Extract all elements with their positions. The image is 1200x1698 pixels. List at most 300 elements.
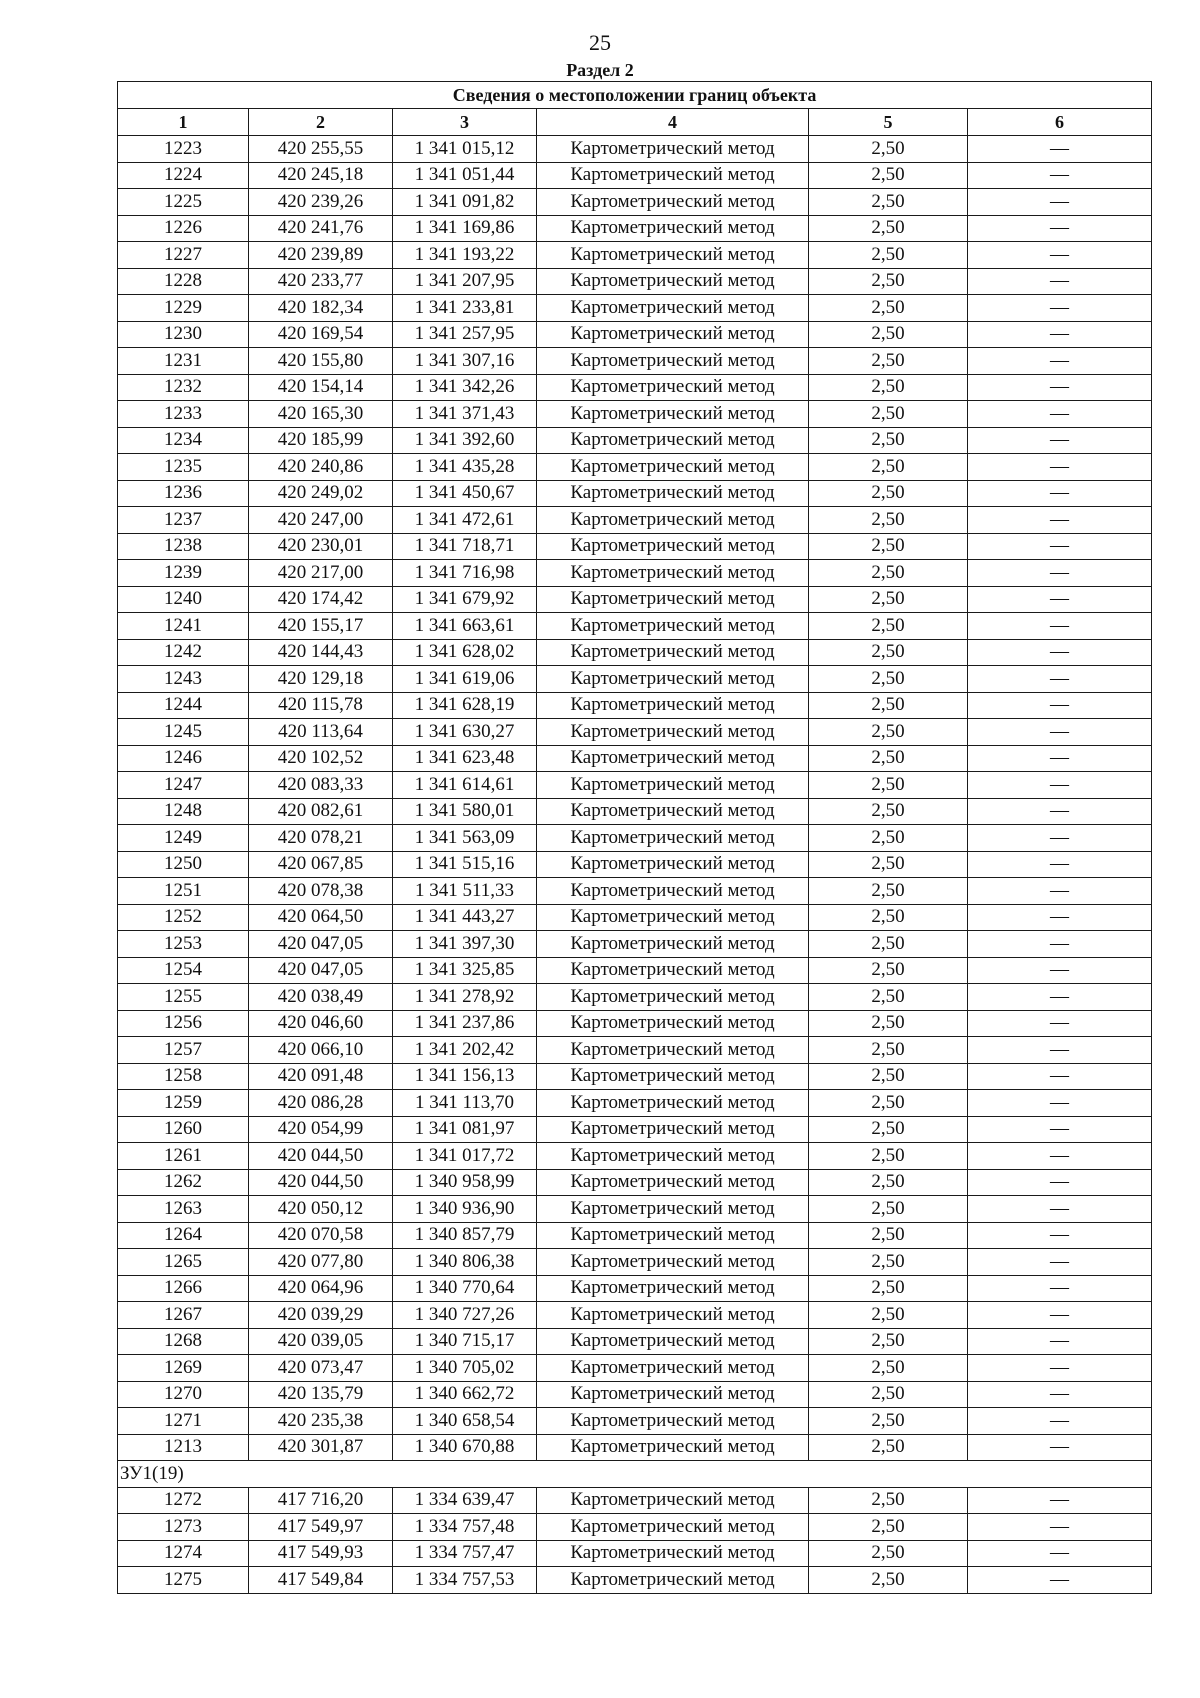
description-cell: — bbox=[968, 560, 1152, 587]
x-coordinate-cell: 420 086,28 bbox=[249, 1090, 393, 1117]
description-cell: — bbox=[968, 1063, 1152, 1090]
method-cell: Картометрический метод bbox=[537, 348, 809, 375]
method-cell: Картометрический метод bbox=[537, 639, 809, 666]
point-number-cell: 1272 bbox=[118, 1487, 249, 1514]
description-cell: — bbox=[968, 215, 1152, 242]
accuracy-cell: 2,50 bbox=[809, 348, 968, 375]
x-coordinate-cell: 417 549,93 bbox=[249, 1540, 393, 1567]
point-number-cell: 1233 bbox=[118, 401, 249, 428]
point-number-cell: 1269 bbox=[118, 1355, 249, 1382]
description-cell: — bbox=[968, 639, 1152, 666]
description-cell: — bbox=[968, 1381, 1152, 1408]
table-row bbox=[118, 1143, 1152, 1170]
x-coordinate-cell: 420 091,48 bbox=[249, 1063, 393, 1090]
accuracy-cell: 2,50 bbox=[809, 427, 968, 454]
description-cell: — bbox=[968, 321, 1152, 348]
x-coordinate-cell: 420 155,17 bbox=[249, 613, 393, 640]
x-coordinate-cell: 420 038,49 bbox=[249, 984, 393, 1011]
description-cell: — bbox=[968, 931, 1152, 958]
column-header: 1 bbox=[118, 109, 249, 136]
column-header: 4 bbox=[537, 109, 809, 136]
description-cell: — bbox=[968, 348, 1152, 375]
accuracy-cell: 2,50 bbox=[809, 1567, 968, 1594]
y-coordinate-cell: 1 341 450,67 bbox=[393, 480, 537, 507]
table-row bbox=[118, 984, 1152, 1011]
accuracy-cell: 2,50 bbox=[809, 533, 968, 560]
y-coordinate-cell: 1 341 342,26 bbox=[393, 374, 537, 401]
point-number-cell: 1253 bbox=[118, 931, 249, 958]
accuracy-cell: 2,50 bbox=[809, 560, 968, 587]
x-coordinate-cell: 420 067,85 bbox=[249, 851, 393, 878]
table-row bbox=[118, 931, 1152, 958]
point-number-cell: 1223 bbox=[118, 136, 249, 163]
point-number-cell: 1244 bbox=[118, 692, 249, 719]
method-cell: Картометрический метод bbox=[537, 666, 809, 693]
y-coordinate-cell: 1 341 202,42 bbox=[393, 1037, 537, 1064]
accuracy-cell: 2,50 bbox=[809, 1037, 968, 1064]
table-row bbox=[118, 136, 1152, 163]
description-cell: — bbox=[968, 586, 1152, 613]
method-cell: Картометрический метод bbox=[537, 454, 809, 481]
x-coordinate-cell: 420 078,38 bbox=[249, 878, 393, 905]
accuracy-cell: 2,50 bbox=[809, 904, 968, 931]
y-coordinate-cell: 1 341 623,48 bbox=[393, 745, 537, 772]
method-cell: Картометрический метод bbox=[537, 1222, 809, 1249]
x-coordinate-cell: 420 039,05 bbox=[249, 1328, 393, 1355]
x-coordinate-cell: 420 064,50 bbox=[249, 904, 393, 931]
x-coordinate-cell: 420 113,64 bbox=[249, 719, 393, 746]
x-coordinate-cell: 420 047,05 bbox=[249, 957, 393, 984]
y-coordinate-cell: 1 341 716,98 bbox=[393, 560, 537, 587]
description-cell: — bbox=[968, 268, 1152, 295]
x-coordinate-cell: 420 301,87 bbox=[249, 1434, 393, 1461]
point-number-cell: 1231 bbox=[118, 348, 249, 375]
description-cell: — bbox=[968, 984, 1152, 1011]
method-cell: Картометрический метод bbox=[537, 798, 809, 825]
point-number-cell: 1229 bbox=[118, 295, 249, 322]
x-coordinate-cell: 420 174,42 bbox=[249, 586, 393, 613]
description-cell: — bbox=[968, 825, 1152, 852]
y-coordinate-cell: 1 334 757,48 bbox=[393, 1514, 537, 1541]
point-number-cell: 1247 bbox=[118, 772, 249, 799]
accuracy-cell: 2,50 bbox=[809, 692, 968, 719]
x-coordinate-cell: 420 082,61 bbox=[249, 798, 393, 825]
accuracy-cell: 2,50 bbox=[809, 772, 968, 799]
method-cell: Картометрический метод bbox=[537, 1116, 809, 1143]
accuracy-cell: 2,50 bbox=[809, 1487, 968, 1514]
x-coordinate-cell: 420 050,12 bbox=[249, 1196, 393, 1223]
x-coordinate-cell: 420 135,79 bbox=[249, 1381, 393, 1408]
x-coordinate-cell: 420 054,99 bbox=[249, 1116, 393, 1143]
accuracy-cell: 2,50 bbox=[809, 719, 968, 746]
method-cell: Картометрический метод bbox=[537, 1063, 809, 1090]
table-row bbox=[118, 1540, 1152, 1567]
point-number-cell: 1240 bbox=[118, 586, 249, 613]
method-cell: Картометрический метод bbox=[537, 586, 809, 613]
accuracy-cell: 2,50 bbox=[809, 401, 968, 428]
x-coordinate-cell: 420 077,80 bbox=[249, 1249, 393, 1276]
method-cell: Картометрический метод bbox=[537, 136, 809, 163]
method-cell: Картометрический метод bbox=[537, 904, 809, 931]
accuracy-cell: 2,50 bbox=[809, 242, 968, 269]
description-cell: — bbox=[968, 1355, 1152, 1382]
description-cell: — bbox=[968, 692, 1152, 719]
y-coordinate-cell: 1 340 806,38 bbox=[393, 1249, 537, 1276]
table-row bbox=[118, 1487, 1152, 1514]
y-coordinate-cell: 1 341 630,27 bbox=[393, 719, 537, 746]
method-cell: Картометрический метод bbox=[537, 427, 809, 454]
accuracy-cell: 2,50 bbox=[809, 1010, 968, 1037]
table-row bbox=[118, 1302, 1152, 1329]
y-coordinate-cell: 1 340 715,17 bbox=[393, 1328, 537, 1355]
method-cell: Картометрический метод bbox=[537, 1381, 809, 1408]
table-row bbox=[118, 1408, 1152, 1435]
description-cell: — bbox=[968, 772, 1152, 799]
method-cell: Картометрический метод bbox=[537, 1275, 809, 1302]
y-coordinate-cell: 1 341 113,70 bbox=[393, 1090, 537, 1117]
table-row bbox=[118, 1381, 1152, 1408]
x-coordinate-cell: 420 182,34 bbox=[249, 295, 393, 322]
accuracy-cell: 2,50 bbox=[809, 1196, 968, 1223]
description-cell: — bbox=[968, 1037, 1152, 1064]
description-cell: — bbox=[968, 533, 1152, 560]
x-coordinate-cell: 420 165,30 bbox=[249, 401, 393, 428]
point-number-cell: 1266 bbox=[118, 1275, 249, 1302]
accuracy-cell: 2,50 bbox=[809, 798, 968, 825]
method-cell: Картометрический метод bbox=[537, 268, 809, 295]
table-row bbox=[118, 878, 1152, 905]
table-row bbox=[118, 666, 1152, 693]
description-cell: — bbox=[968, 1222, 1152, 1249]
table-row bbox=[118, 692, 1152, 719]
point-number-cell: 1241 bbox=[118, 613, 249, 640]
method-cell: Картометрический метод bbox=[537, 772, 809, 799]
y-coordinate-cell: 1 340 662,72 bbox=[393, 1381, 537, 1408]
method-cell: Картометрический метод bbox=[537, 1143, 809, 1170]
table-caption: Сведения о местоположении границ объекта bbox=[118, 82, 1152, 109]
point-number-cell: 1225 bbox=[118, 189, 249, 216]
x-coordinate-cell: 420 255,55 bbox=[249, 136, 393, 163]
x-coordinate-cell: 420 129,18 bbox=[249, 666, 393, 693]
table-row bbox=[118, 1090, 1152, 1117]
table-row bbox=[118, 1328, 1152, 1355]
point-number-cell: 1250 bbox=[118, 851, 249, 878]
boundary-coordinates-table bbox=[117, 81, 1152, 1594]
x-coordinate-cell: 420 078,21 bbox=[249, 825, 393, 852]
y-coordinate-cell: 1 341 307,16 bbox=[393, 348, 537, 375]
accuracy-cell: 2,50 bbox=[809, 586, 968, 613]
point-number-cell: 1270 bbox=[118, 1381, 249, 1408]
accuracy-cell: 2,50 bbox=[809, 931, 968, 958]
table-row bbox=[118, 560, 1152, 587]
method-cell: Картометрический метод bbox=[537, 401, 809, 428]
point-number-cell: 1258 bbox=[118, 1063, 249, 1090]
x-coordinate-cell: 420 240,86 bbox=[249, 454, 393, 481]
method-cell: Картометрический метод bbox=[537, 745, 809, 772]
description-cell: — bbox=[968, 1010, 1152, 1037]
y-coordinate-cell: 1 341 081,97 bbox=[393, 1116, 537, 1143]
accuracy-cell: 2,50 bbox=[809, 1381, 968, 1408]
description-cell: — bbox=[968, 798, 1152, 825]
accuracy-cell: 2,50 bbox=[809, 1063, 968, 1090]
table-row bbox=[118, 1037, 1152, 1064]
description-cell: — bbox=[968, 480, 1152, 507]
section-title: Раздел 2 bbox=[566, 60, 634, 80]
point-number-cell: 1273 bbox=[118, 1514, 249, 1541]
method-cell: Картометрический метод bbox=[537, 189, 809, 216]
table-row bbox=[118, 798, 1152, 825]
column-header: 5 bbox=[809, 109, 968, 136]
description-cell: — bbox=[968, 295, 1152, 322]
y-coordinate-cell: 1 341 237,86 bbox=[393, 1010, 537, 1037]
point-number-cell: 1260 bbox=[118, 1116, 249, 1143]
x-coordinate-cell: 420 185,99 bbox=[249, 427, 393, 454]
y-coordinate-cell: 1 341 257,95 bbox=[393, 321, 537, 348]
table-row bbox=[118, 957, 1152, 984]
point-number-cell: 1248 bbox=[118, 798, 249, 825]
table-row bbox=[118, 1116, 1152, 1143]
description-cell: — bbox=[968, 1302, 1152, 1329]
x-coordinate-cell: 420 039,29 bbox=[249, 1302, 393, 1329]
x-coordinate-cell: 420 070,58 bbox=[249, 1222, 393, 1249]
table-row bbox=[118, 1249, 1152, 1276]
y-coordinate-cell: 1 341 278,92 bbox=[393, 984, 537, 1011]
description-cell: — bbox=[968, 1169, 1152, 1196]
accuracy-cell: 2,50 bbox=[809, 1222, 968, 1249]
table-row bbox=[118, 454, 1152, 481]
page-number: 25 bbox=[589, 30, 611, 55]
table-row bbox=[118, 189, 1152, 216]
x-coordinate-cell: 420 239,89 bbox=[249, 242, 393, 269]
y-coordinate-cell: 1 341 628,02 bbox=[393, 639, 537, 666]
point-number-cell: 1245 bbox=[118, 719, 249, 746]
y-coordinate-cell: 1 341 580,01 bbox=[393, 798, 537, 825]
description-cell: — bbox=[968, 957, 1152, 984]
table-row bbox=[118, 825, 1152, 852]
x-coordinate-cell: 420 066,10 bbox=[249, 1037, 393, 1064]
point-number-cell: 1261 bbox=[118, 1143, 249, 1170]
description-cell: — bbox=[968, 162, 1152, 189]
accuracy-cell: 2,50 bbox=[809, 480, 968, 507]
x-coordinate-cell: 420 217,00 bbox=[249, 560, 393, 587]
y-coordinate-cell: 1 341 435,28 bbox=[393, 454, 537, 481]
point-number-cell: 1268 bbox=[118, 1328, 249, 1355]
table-row bbox=[118, 639, 1152, 666]
x-coordinate-cell: 420 083,33 bbox=[249, 772, 393, 799]
table-row bbox=[118, 772, 1152, 799]
method-cell: Картометрический метод bbox=[537, 1567, 809, 1594]
point-number-cell: 1243 bbox=[118, 666, 249, 693]
x-coordinate-cell: 420 046,60 bbox=[249, 1010, 393, 1037]
x-coordinate-cell: 420 047,05 bbox=[249, 931, 393, 958]
accuracy-cell: 2,50 bbox=[809, 374, 968, 401]
table-row bbox=[118, 745, 1152, 772]
table-row bbox=[118, 215, 1152, 242]
table-row bbox=[118, 851, 1152, 878]
accuracy-cell: 2,50 bbox=[809, 1143, 968, 1170]
method-cell: Картометрический метод bbox=[537, 692, 809, 719]
method-cell: Картометрический метод bbox=[537, 1355, 809, 1382]
method-cell: Картометрический метод bbox=[537, 1010, 809, 1037]
y-coordinate-cell: 1 341 169,86 bbox=[393, 215, 537, 242]
x-coordinate-cell: 420 064,96 bbox=[249, 1275, 393, 1302]
column-header: 3 bbox=[393, 109, 537, 136]
accuracy-cell: 2,50 bbox=[809, 1434, 968, 1461]
y-coordinate-cell: 1 340 727,26 bbox=[393, 1302, 537, 1329]
description-cell: — bbox=[968, 745, 1152, 772]
y-coordinate-cell: 1 341 193,22 bbox=[393, 242, 537, 269]
x-coordinate-cell: 420 155,80 bbox=[249, 348, 393, 375]
method-cell: Картометрический метод bbox=[537, 1196, 809, 1223]
method-cell: Картометрический метод bbox=[537, 321, 809, 348]
point-number-cell: 1271 bbox=[118, 1408, 249, 1435]
table-row bbox=[118, 1196, 1152, 1223]
y-coordinate-cell: 1 341 511,33 bbox=[393, 878, 537, 905]
method-cell: Картометрический метод bbox=[537, 507, 809, 534]
table-row bbox=[118, 295, 1152, 322]
x-coordinate-cell: 420 144,43 bbox=[249, 639, 393, 666]
point-number-cell: 1234 bbox=[118, 427, 249, 454]
y-coordinate-cell: 1 341 371,43 bbox=[393, 401, 537, 428]
y-coordinate-cell: 1 341 614,61 bbox=[393, 772, 537, 799]
accuracy-cell: 2,50 bbox=[809, 136, 968, 163]
accuracy-cell: 2,50 bbox=[809, 1275, 968, 1302]
accuracy-cell: 2,50 bbox=[809, 454, 968, 481]
y-coordinate-cell: 1 341 619,06 bbox=[393, 666, 537, 693]
accuracy-cell: 2,50 bbox=[809, 1090, 968, 1117]
point-number-cell: 1238 bbox=[118, 533, 249, 560]
x-coordinate-cell: 420 154,14 bbox=[249, 374, 393, 401]
x-coordinate-cell: 420 233,77 bbox=[249, 268, 393, 295]
accuracy-cell: 2,50 bbox=[809, 1116, 968, 1143]
x-coordinate-cell: 420 115,78 bbox=[249, 692, 393, 719]
description-cell: — bbox=[968, 1275, 1152, 1302]
table-caption-row bbox=[118, 82, 1152, 109]
table-row bbox=[118, 1355, 1152, 1382]
point-number-cell: 1256 bbox=[118, 1010, 249, 1037]
method-cell: Картометрический метод bbox=[537, 957, 809, 984]
method-cell: Картометрический метод bbox=[537, 613, 809, 640]
point-number-cell: 1249 bbox=[118, 825, 249, 852]
y-coordinate-cell: 1 340 958,99 bbox=[393, 1169, 537, 1196]
point-number-cell: 1236 bbox=[118, 480, 249, 507]
accuracy-cell: 2,50 bbox=[809, 745, 968, 772]
accuracy-cell: 2,50 bbox=[809, 1540, 968, 1567]
point-number-cell: 1267 bbox=[118, 1302, 249, 1329]
y-coordinate-cell: 1 340 770,64 bbox=[393, 1275, 537, 1302]
description-cell: — bbox=[968, 904, 1152, 931]
accuracy-cell: 2,50 bbox=[809, 1249, 968, 1276]
y-coordinate-cell: 1 334 757,53 bbox=[393, 1567, 537, 1594]
y-coordinate-cell: 1 340 705,02 bbox=[393, 1355, 537, 1382]
table-row bbox=[118, 1514, 1152, 1541]
accuracy-cell: 2,50 bbox=[809, 613, 968, 640]
table-row bbox=[118, 904, 1152, 931]
accuracy-cell: 2,50 bbox=[809, 295, 968, 322]
point-number-cell: 1257 bbox=[118, 1037, 249, 1064]
description-cell: — bbox=[968, 427, 1152, 454]
y-coordinate-cell: 1 341 718,71 bbox=[393, 533, 537, 560]
y-coordinate-cell: 1 334 757,47 bbox=[393, 1540, 537, 1567]
point-number-cell: 1262 bbox=[118, 1169, 249, 1196]
description-cell: — bbox=[968, 1143, 1152, 1170]
y-coordinate-cell: 1 341 015,12 bbox=[393, 136, 537, 163]
x-coordinate-cell: 420 044,50 bbox=[249, 1169, 393, 1196]
table-row bbox=[118, 533, 1152, 560]
accuracy-cell: 2,50 bbox=[809, 851, 968, 878]
y-coordinate-cell: 1 341 051,44 bbox=[393, 162, 537, 189]
y-coordinate-cell: 1 341 515,16 bbox=[393, 851, 537, 878]
accuracy-cell: 2,50 bbox=[809, 507, 968, 534]
description-cell: — bbox=[968, 1090, 1152, 1117]
table-row bbox=[118, 427, 1152, 454]
method-cell: Картометрический метод bbox=[537, 215, 809, 242]
x-coordinate-cell: 420 241,76 bbox=[249, 215, 393, 242]
table-row bbox=[118, 321, 1152, 348]
table-row bbox=[118, 1434, 1152, 1461]
method-cell: Картометрический метод bbox=[537, 719, 809, 746]
y-coordinate-cell: 1 341 156,13 bbox=[393, 1063, 537, 1090]
accuracy-cell: 2,50 bbox=[809, 321, 968, 348]
accuracy-cell: 2,50 bbox=[809, 1302, 968, 1329]
description-cell: — bbox=[968, 374, 1152, 401]
x-coordinate-cell: 420 235,38 bbox=[249, 1408, 393, 1435]
point-number-cell: 1252 bbox=[118, 904, 249, 931]
point-number-cell: 1254 bbox=[118, 957, 249, 984]
point-number-cell: 1265 bbox=[118, 1249, 249, 1276]
description-cell: — bbox=[968, 878, 1152, 905]
description-cell: — bbox=[968, 242, 1152, 269]
table-row bbox=[118, 1010, 1152, 1037]
method-cell: Картометрический метод bbox=[537, 984, 809, 1011]
column-header: 2 bbox=[249, 109, 393, 136]
y-coordinate-cell: 1 340 857,79 bbox=[393, 1222, 537, 1249]
x-coordinate-cell: 420 249,02 bbox=[249, 480, 393, 507]
description-cell: — bbox=[968, 666, 1152, 693]
description-cell: — bbox=[968, 401, 1152, 428]
y-coordinate-cell: 1 341 563,09 bbox=[393, 825, 537, 852]
point-number-cell: 1264 bbox=[118, 1222, 249, 1249]
description-cell: — bbox=[968, 136, 1152, 163]
accuracy-cell: 2,50 bbox=[809, 639, 968, 666]
description-cell: — bbox=[968, 507, 1152, 534]
y-coordinate-cell: 1 341 472,61 bbox=[393, 507, 537, 534]
description-cell: — bbox=[968, 189, 1152, 216]
y-coordinate-cell: 1 341 628,19 bbox=[393, 692, 537, 719]
method-cell: Картометрический метод bbox=[537, 533, 809, 560]
table-row bbox=[118, 507, 1152, 534]
description-cell: — bbox=[968, 1487, 1152, 1514]
x-coordinate-cell: 420 230,01 bbox=[249, 533, 393, 560]
x-coordinate-cell: 417 549,97 bbox=[249, 1514, 393, 1541]
y-coordinate-cell: 1 341 017,72 bbox=[393, 1143, 537, 1170]
accuracy-cell: 2,50 bbox=[809, 878, 968, 905]
point-number-cell: 1274 bbox=[118, 1540, 249, 1567]
description-cell: — bbox=[968, 454, 1152, 481]
point-number-cell: 1213 bbox=[118, 1434, 249, 1461]
method-cell: Картометрический метод bbox=[537, 825, 809, 852]
method-cell: Картометрический метод bbox=[537, 1037, 809, 1064]
method-cell: Картометрический метод bbox=[537, 931, 809, 958]
point-number-cell: 1228 bbox=[118, 268, 249, 295]
method-cell: Картометрический метод bbox=[537, 878, 809, 905]
table-row bbox=[118, 1169, 1152, 1196]
point-number-cell: 1251 bbox=[118, 878, 249, 905]
y-coordinate-cell: 1 334 639,47 bbox=[393, 1487, 537, 1514]
description-cell: — bbox=[968, 719, 1152, 746]
y-coordinate-cell: 1 341 392,60 bbox=[393, 427, 537, 454]
accuracy-cell: 2,50 bbox=[809, 984, 968, 1011]
